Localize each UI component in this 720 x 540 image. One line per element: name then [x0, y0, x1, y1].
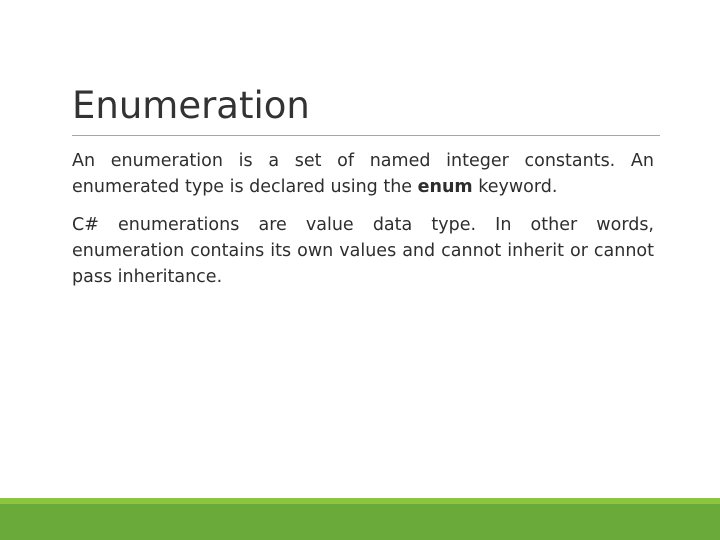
paragraph-1-text-after: keyword. [472, 177, 558, 197]
paragraph-1-text-before: An enumeration is a set of named integer constants. An enumerated type is declared using the [72, 151, 654, 197]
slide-title: Enumeration [72, 84, 310, 127]
enum-keyword: enum [417, 177, 473, 197]
footer-bar [0, 504, 720, 540]
title-divider [72, 135, 660, 136]
paragraph-enumeration-definition [72, 148, 654, 200]
slide-body [72, 148, 654, 302]
paragraph-csharp-enumerations: C# enumerations are value data type. In other words, enumeration contains its own values and cannot inherit or cannot pass inheritance. [72, 215, 654, 287]
